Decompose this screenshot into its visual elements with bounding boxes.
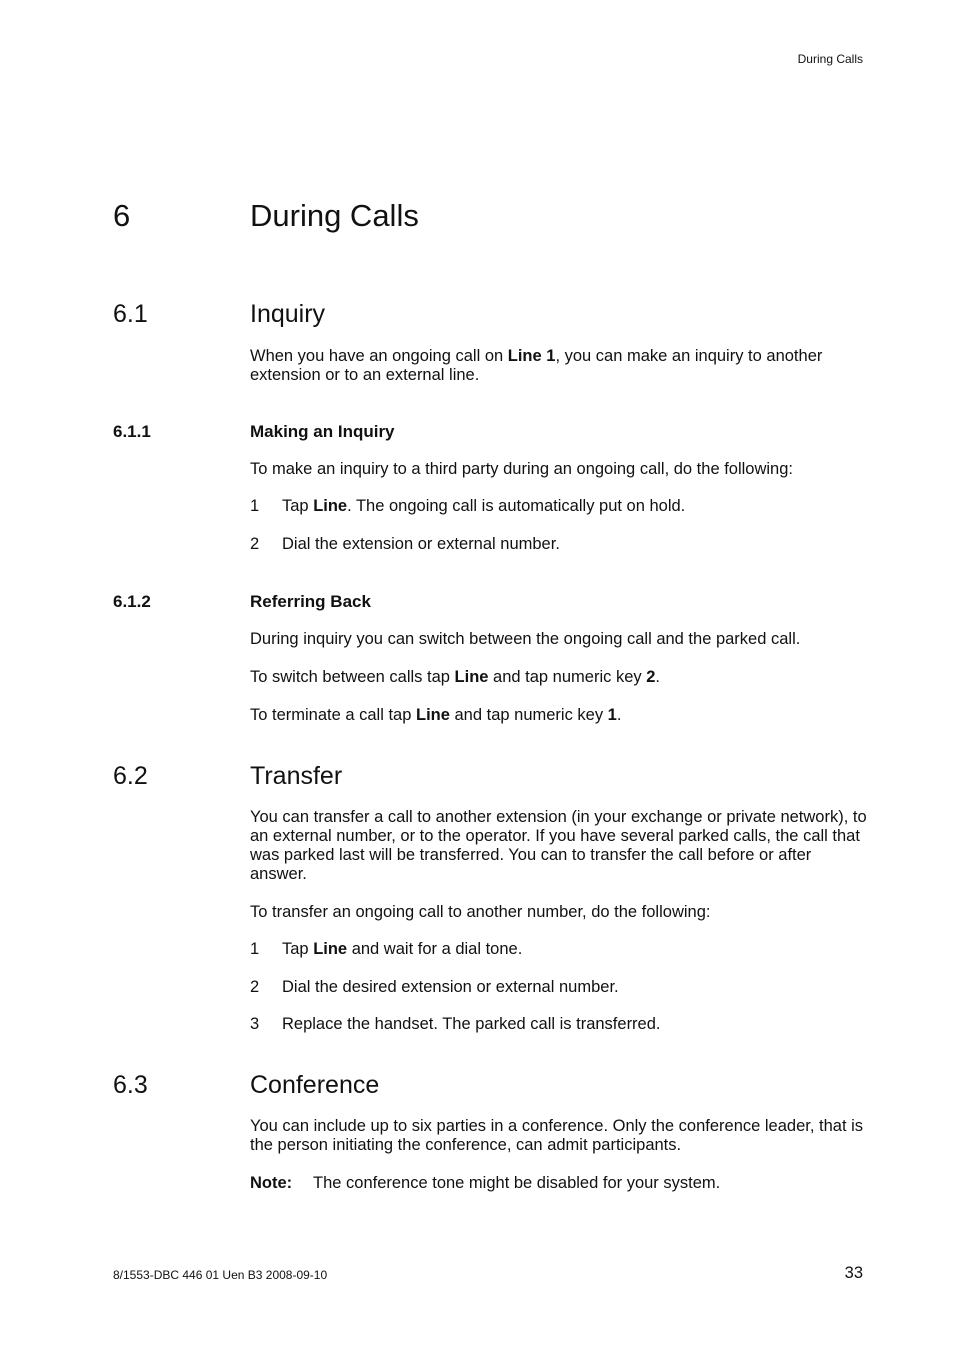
chapter-title: During Calls bbox=[250, 198, 419, 233]
subsection-number-6-1-1: 6.1.1 bbox=[113, 422, 151, 441]
section-title-inquiry: Inquiry bbox=[250, 300, 326, 328]
step-number: 1 bbox=[250, 497, 260, 515]
inquiry-intro: When you have an ongoing call on Line 1, you can make an inquiry to another extension or to an external line. bbox=[250, 347, 823, 384]
transfer-lead: To transfer an ongoing call to another number, do the following: bbox=[250, 903, 711, 921]
step-number: 2 bbox=[250, 535, 260, 553]
page-number: 33 bbox=[844, 1264, 863, 1282]
section-number-6-3: 6.3 bbox=[113, 1071, 148, 1099]
step-text: Dial the extension or external number. bbox=[282, 535, 560, 553]
section-title-conference: Conference bbox=[250, 1071, 380, 1099]
step-text: Replace the handset. The parked call is transferred. bbox=[282, 1015, 661, 1033]
step-text: Tap Line. The ongoing call is automatically put on hold. bbox=[282, 497, 686, 515]
subsection-title-making-inquiry: Making an Inquiry bbox=[250, 422, 395, 441]
chapter-number: 6 bbox=[113, 198, 131, 233]
referring-back-p3: To terminate a call tap Line and tap numeric key 1. bbox=[250, 706, 622, 724]
conference-p1: You can include up to six parties in a conference. Only the conference leader, that is the person initiating the conference, can admit participants. bbox=[250, 1117, 864, 1154]
section-number-6-2: 6.2 bbox=[113, 762, 148, 790]
step-text: Dial the desired extension or external number. bbox=[282, 978, 619, 996]
subsection-number-6-1-2: 6.1.2 bbox=[113, 592, 151, 611]
step-text: Tap Line and wait for a dial tone. bbox=[282, 940, 523, 958]
subsection-title-referring-back: Referring Back bbox=[250, 592, 371, 611]
section-title-transfer: Transfer bbox=[250, 762, 343, 790]
note-text: The conference tone might be disabled for your system. bbox=[313, 1174, 721, 1192]
transfer-p1: You can transfer a call to another extension (in your exchange or private network), to an external number, or to the operator. If you have several parked calls, the call that was parked last will be transferred. You can to transfer the call before or after answer. bbox=[250, 808, 867, 883]
section-number-6-1: 6.1 bbox=[113, 300, 148, 328]
step-number: 1 bbox=[250, 940, 260, 958]
note-label: Note: bbox=[250, 1174, 293, 1192]
making-inquiry-lead: To make an inquiry to a third party during an ongoing call, do the following: bbox=[250, 460, 793, 478]
referring-back-p2: To switch between calls tap Line and tap numeric key 2. bbox=[250, 668, 660, 686]
referring-back-p1: During inquiry you can switch between the ongoing call and the parked call. bbox=[250, 630, 801, 648]
running-header: During Calls bbox=[797, 52, 863, 66]
step-number: 2 bbox=[250, 978, 260, 996]
step-number: 3 bbox=[250, 1015, 260, 1033]
footer-doc-id: 8/1553-DBC 446 01 Uen B3 2008-09-10 bbox=[113, 1268, 328, 1282]
